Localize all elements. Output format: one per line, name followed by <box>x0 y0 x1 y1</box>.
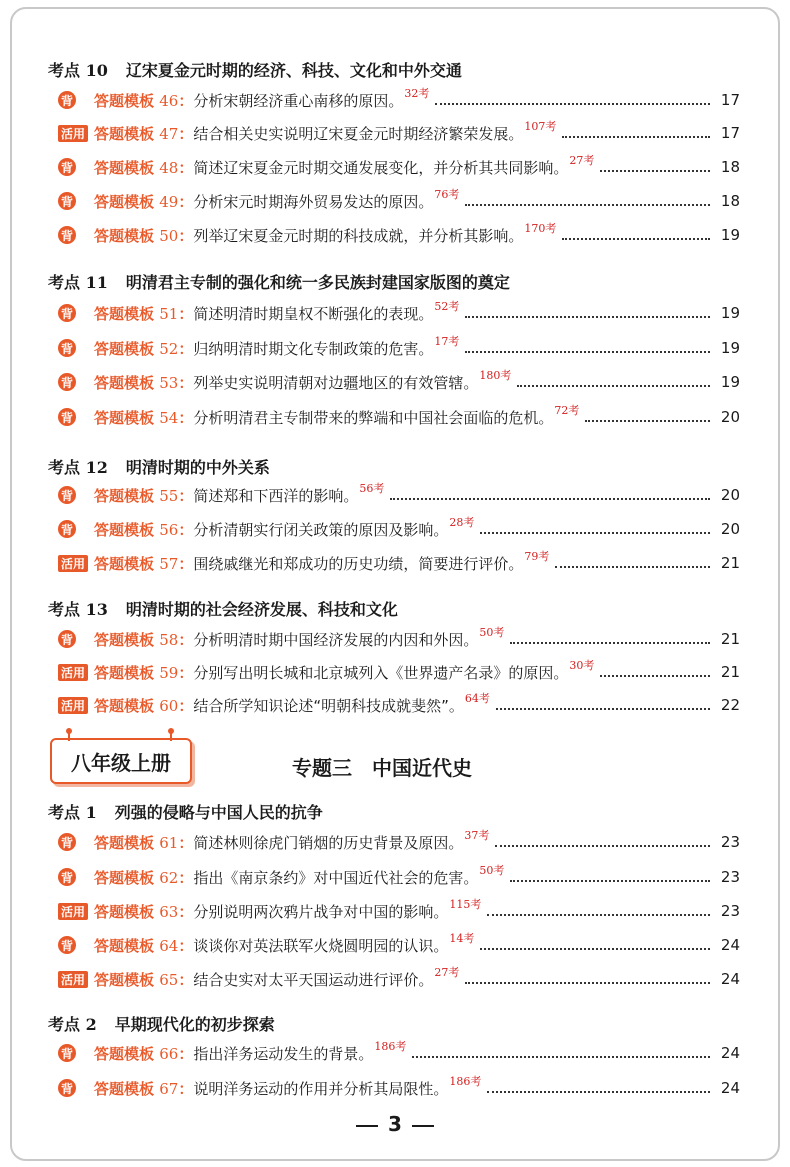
bei-badge: 背 <box>58 520 76 538</box>
template-word: 答题模板 <box>94 91 155 110</box>
entry-description: 分析宋朝经济重心南移的原因。 <box>193 91 404 110</box>
template-word: 答题模板 <box>94 1044 155 1063</box>
template-word: 答题模板 <box>94 936 155 955</box>
toc-entry[interactable] <box>58 517 740 541</box>
bei-badge: 背 <box>58 373 76 391</box>
bei-badge: 背 <box>58 1044 76 1062</box>
exam-count: 27考 <box>569 154 595 167</box>
toc-entry[interactable] <box>58 967 740 991</box>
toc-entry[interactable] <box>58 189 740 213</box>
template-number: 56 <box>159 520 179 539</box>
exam-count: 28考 <box>449 516 475 529</box>
entry-description: 结合相关史实说明辽宋夏金元时期经济繁荣发展。 <box>193 124 524 143</box>
template-label <box>94 1043 193 1064</box>
template-number: 58 <box>159 630 179 649</box>
template-number: 60 <box>159 696 179 715</box>
leader-dots <box>465 316 710 318</box>
template-label <box>94 90 193 111</box>
huoyong-badge: 活用 <box>58 664 88 681</box>
leader-dots <box>390 498 710 500</box>
colon: ： <box>178 408 194 427</box>
entry-description: 分别说明两次鸦片战争对中国的影响。 <box>193 902 449 921</box>
toc-entry[interactable] <box>58 88 740 112</box>
colon: ： <box>178 1079 194 1098</box>
entry-description: 围绕戚继光和郑成功的历史功绩，简要进行评价。 <box>193 554 524 573</box>
page-ref: 21 <box>720 663 740 681</box>
template-number: 66 <box>159 1044 179 1063</box>
exam-count: 79考 <box>524 550 550 563</box>
template-number: 62 <box>159 868 179 887</box>
toc-entry[interactable] <box>58 693 740 717</box>
huoyong-badge: 活用 <box>58 903 88 920</box>
toc-entry[interactable] <box>58 865 740 889</box>
entry-description: 谈谈你对英法联军火烧圆明园的认识。 <box>193 936 449 955</box>
leader-dots <box>562 238 710 240</box>
template-word: 答题模板 <box>94 554 155 573</box>
entry-description: 结合所学知识论述“明朝科技成就斐然”。 <box>193 696 464 715</box>
bei-badge: 背 <box>58 339 76 357</box>
leader-dots <box>585 420 710 422</box>
section-title-text: 列强的侵略与中国人民的抗争 <box>114 803 323 822</box>
template-number: 53 <box>159 373 179 392</box>
section-kaodian: 考点 1 <box>48 803 97 822</box>
template-label <box>94 123 193 144</box>
template-word: 答题模板 <box>94 868 155 887</box>
entry-description: 归纳明清时期文化专制政策的危害。 <box>193 339 434 358</box>
exam-count: 186考 <box>449 1075 482 1088</box>
bei-badge: 背 <box>58 1079 76 1097</box>
exam-count: 32考 <box>404 87 430 100</box>
leader-dots <box>480 948 710 950</box>
exam-count: 37考 <box>464 829 490 842</box>
bei-badge: 背 <box>58 630 76 648</box>
page-ref: 18 <box>720 192 740 210</box>
entry-description: 分别写出明长城和北京城列入《世界遗产名录》的原因。 <box>193 663 569 682</box>
template-label <box>94 662 193 683</box>
colon: ： <box>178 124 194 143</box>
toc-entry[interactable] <box>58 899 740 923</box>
section-title-text: 早期现代化的初步探索 <box>114 1015 275 1034</box>
entry-description: 分析明清时期中国经济发展的内因和外因。 <box>193 630 479 649</box>
page-ref: 19 <box>720 226 740 244</box>
exam-count: 76考 <box>434 188 460 201</box>
chapter-tag <box>50 738 192 784</box>
toc-entry[interactable] <box>58 301 740 325</box>
toc-entry[interactable] <box>58 121 740 145</box>
colon: ： <box>178 192 194 211</box>
section-title <box>48 270 510 293</box>
section-title <box>48 1012 275 1035</box>
page-ref: 21 <box>720 554 740 572</box>
template-word: 答题模板 <box>94 226 155 245</box>
entry-description: 指出洋务运动发生的背景。 <box>193 1044 374 1063</box>
section-title-text: 明清时期的中外关系 <box>125 458 270 477</box>
exam-count: 52考 <box>434 300 460 313</box>
template-word: 答题模板 <box>94 158 155 177</box>
leader-dots <box>562 136 710 138</box>
colon: ： <box>178 1044 194 1063</box>
huoyong-badge: 活用 <box>58 125 88 142</box>
page-number-value: 3 <box>388 1112 402 1136</box>
exam-count: 56考 <box>359 482 385 495</box>
huoyong-badge: 活用 <box>58 971 88 988</box>
colon: ： <box>178 373 194 392</box>
section-kaodian: 考点 13 <box>48 600 108 619</box>
leader-dots <box>435 103 710 105</box>
chapter-title: 专题三 中国近代史 <box>292 756 472 780</box>
leader-dots <box>487 1091 710 1093</box>
entry-description: 分析明清君主专制带来的弊端和中国社会面临的危机。 <box>193 408 554 427</box>
entry-description: 说明洋务运动的作用并分析其局限性。 <box>193 1079 449 1098</box>
leader-dots <box>465 204 710 206</box>
colon: ： <box>178 520 194 539</box>
template-word: 答题模板 <box>94 408 155 427</box>
section-title-text: 辽宋夏金元时期的经济、科技、文化和中外交通 <box>125 61 462 80</box>
toc-entry[interactable] <box>58 405 740 429</box>
page-ref: 22 <box>720 696 740 714</box>
exam-count: 170考 <box>524 222 557 235</box>
page-ref: 23 <box>720 902 740 920</box>
template-word: 答题模板 <box>94 696 155 715</box>
template-number: 50 <box>159 226 179 245</box>
entry-description: 列举辽宋夏金元时期的科技成就，并分析其影响。 <box>193 226 524 245</box>
bei-badge: 背 <box>58 91 76 109</box>
page-ref: 23 <box>720 868 740 886</box>
entry-description: 列举史实说明清朝对边疆地区的有效管辖。 <box>193 373 479 392</box>
template-label <box>94 867 193 888</box>
page-ref: 19 <box>720 339 740 357</box>
entry-description: 分析清朝实行闭关政策的原因及影响。 <box>193 520 449 539</box>
template-word: 答题模板 <box>94 833 155 852</box>
template-label <box>94 901 193 922</box>
template-word: 答题模板 <box>94 124 155 143</box>
bei-badge: 背 <box>58 408 76 426</box>
template-label <box>94 832 193 853</box>
toc-entry[interactable] <box>58 933 740 957</box>
page-ref: 20 <box>720 520 740 538</box>
template-number: 67 <box>159 1079 179 1098</box>
entry-description: 简述林则徐虎门销烟的历史背景及原因。 <box>193 833 464 852</box>
toc-entry[interactable] <box>58 223 740 247</box>
page-ref: 17 <box>720 124 740 142</box>
template-label <box>94 553 193 574</box>
colon: ： <box>178 902 194 921</box>
entry-description: 简述明清时期皇权不断强化的表现。 <box>193 304 434 323</box>
template-number: 63 <box>159 902 179 921</box>
leader-dots <box>555 566 710 568</box>
entry-description: 简述郑和下西洋的影响。 <box>193 486 359 505</box>
toc-entry[interactable] <box>58 370 740 394</box>
leader-dots <box>600 675 710 677</box>
colon: ： <box>178 833 194 852</box>
page-ref: 24 <box>720 970 740 988</box>
huoyong-badge: 活用 <box>58 555 88 572</box>
bei-badge: 背 <box>58 936 76 954</box>
template-number: 46 <box>159 91 179 110</box>
page-ref: 23 <box>720 833 740 851</box>
leader-dots <box>510 642 710 644</box>
page-ref: 24 <box>720 1079 740 1097</box>
exam-count: 50考 <box>479 626 505 639</box>
template-number: 51 <box>159 304 179 323</box>
template-word: 答题模板 <box>94 339 155 358</box>
leader-dots <box>600 170 710 172</box>
chapter-tag-label: 八年级上册 <box>71 750 171 775</box>
colon: ： <box>178 304 194 323</box>
toc-entry[interactable] <box>58 155 740 179</box>
exam-count: 27考 <box>434 966 460 979</box>
template-word: 答题模板 <box>94 192 155 211</box>
section-kaodian: 考点 12 <box>48 458 108 477</box>
bei-badge: 背 <box>58 158 76 176</box>
toc-entry[interactable] <box>58 483 740 507</box>
toc-entry[interactable] <box>58 627 740 651</box>
dash-left <box>356 1125 378 1127</box>
template-label <box>94 407 193 428</box>
exam-count: 14考 <box>449 932 475 945</box>
exam-count: 50考 <box>479 864 505 877</box>
template-word: 答题模板 <box>94 486 155 505</box>
template-number: 54 <box>159 408 179 427</box>
colon: ： <box>178 663 194 682</box>
leader-dots <box>510 880 710 882</box>
section-title-text: 明清时期的社会经济发展、科技和文化 <box>125 600 398 619</box>
toc-entry[interactable] <box>58 1076 740 1100</box>
page-ref: 20 <box>720 486 740 504</box>
template-label <box>94 1078 193 1099</box>
section-kaodian: 考点 10 <box>48 61 108 80</box>
exam-count: 17考 <box>434 335 460 348</box>
template-word: 答题模板 <box>94 630 155 649</box>
colon: ： <box>178 630 194 649</box>
entry-description: 指出《南京条约》对中国近代社会的危害。 <box>193 868 479 887</box>
bei-badge: 背 <box>58 868 76 886</box>
template-label <box>94 157 193 178</box>
colon: ： <box>178 158 194 177</box>
template-number: 55 <box>159 486 179 505</box>
dash-right <box>412 1125 434 1127</box>
section-title <box>48 455 270 478</box>
toc-entry[interactable] <box>58 336 740 360</box>
pin-icon <box>170 731 172 741</box>
exam-count: 115考 <box>449 898 482 911</box>
page-ref: 19 <box>720 304 740 322</box>
toc-entry[interactable] <box>58 551 740 575</box>
template-label <box>94 191 193 212</box>
exam-count: 64考 <box>464 692 490 705</box>
exam-count: 72考 <box>554 404 580 417</box>
bei-badge: 背 <box>58 304 76 322</box>
colon: ： <box>178 936 194 955</box>
leader-dots <box>465 351 710 353</box>
toc-entry[interactable] <box>58 660 740 684</box>
section-title <box>48 800 323 823</box>
leader-dots <box>465 982 710 984</box>
pin-icon <box>68 731 70 741</box>
leader-dots <box>495 845 710 847</box>
template-label <box>94 485 193 506</box>
colon: ： <box>178 226 194 245</box>
bei-badge: 背 <box>58 833 76 851</box>
leader-dots <box>412 1056 710 1058</box>
section-kaodian: 考点 2 <box>48 1015 97 1034</box>
template-label <box>94 225 193 246</box>
template-label <box>94 629 193 650</box>
template-number: 49 <box>159 192 179 211</box>
leader-dots <box>496 708 710 710</box>
leader-dots <box>480 532 710 534</box>
page-ref: 21 <box>720 630 740 648</box>
colon: ： <box>178 554 194 573</box>
template-word: 答题模板 <box>94 304 155 323</box>
template-label <box>94 519 193 540</box>
page-ref: 18 <box>720 158 740 176</box>
colon: ： <box>178 696 194 715</box>
page-ref: 24 <box>720 1044 740 1062</box>
entry-description: 简述辽宋夏金元时期交通发展变化，并分析其共同影响。 <box>193 158 569 177</box>
page-ref: 24 <box>720 936 740 954</box>
page-ref: 19 <box>720 373 740 391</box>
bei-badge: 背 <box>58 486 76 504</box>
template-number: 57 <box>159 554 179 573</box>
template-label <box>94 338 193 359</box>
exam-count: 107考 <box>524 120 557 133</box>
huoyong-badge: 活用 <box>58 697 88 714</box>
template-word: 答题模板 <box>94 373 155 392</box>
section-kaodian: 考点 11 <box>48 273 108 292</box>
section-title <box>48 597 398 620</box>
template-number: 61 <box>159 833 179 852</box>
template-word: 答题模板 <box>94 970 155 989</box>
toc-entry[interactable] <box>58 830 740 854</box>
template-label <box>94 695 193 716</box>
template-number: 48 <box>159 158 179 177</box>
exam-count: 186考 <box>374 1040 407 1053</box>
section-title-text: 明清君主专制的强化和统一多民族封建国家版图的奠定 <box>125 273 510 292</box>
colon: ： <box>178 339 194 358</box>
bei-badge: 背 <box>58 192 76 210</box>
template-number: 52 <box>159 339 179 358</box>
colon: ： <box>178 970 194 989</box>
template-number: 64 <box>159 936 179 955</box>
template-label <box>94 969 193 990</box>
leader-dots <box>517 385 710 387</box>
template-word: 答题模板 <box>94 902 155 921</box>
toc-entry[interactable] <box>58 1041 740 1065</box>
template-word: 答题模板 <box>94 663 155 682</box>
section-title <box>48 58 462 81</box>
template-word: 答题模板 <box>94 520 155 539</box>
colon: ： <box>178 91 194 110</box>
template-number: 59 <box>159 663 179 682</box>
page-ref: 17 <box>720 91 740 109</box>
template-number: 47 <box>159 124 179 143</box>
entry-description: 结合史实对太平天国运动进行评价。 <box>193 970 434 989</box>
bei-badge: 背 <box>58 226 76 244</box>
page-ref: 20 <box>720 408 740 426</box>
page-number <box>0 1112 790 1136</box>
entry-description: 分析宋元时期海外贸易发达的原因。 <box>193 192 434 211</box>
colon: ： <box>178 868 194 887</box>
exam-count: 180考 <box>479 369 512 382</box>
leader-dots <box>487 914 710 916</box>
exam-count: 30考 <box>569 659 595 672</box>
template-label <box>94 935 193 956</box>
template-word: 答题模板 <box>94 1079 155 1098</box>
template-label <box>94 303 193 324</box>
template-number: 65 <box>159 970 179 989</box>
colon: ： <box>178 486 194 505</box>
template-label <box>94 372 193 393</box>
